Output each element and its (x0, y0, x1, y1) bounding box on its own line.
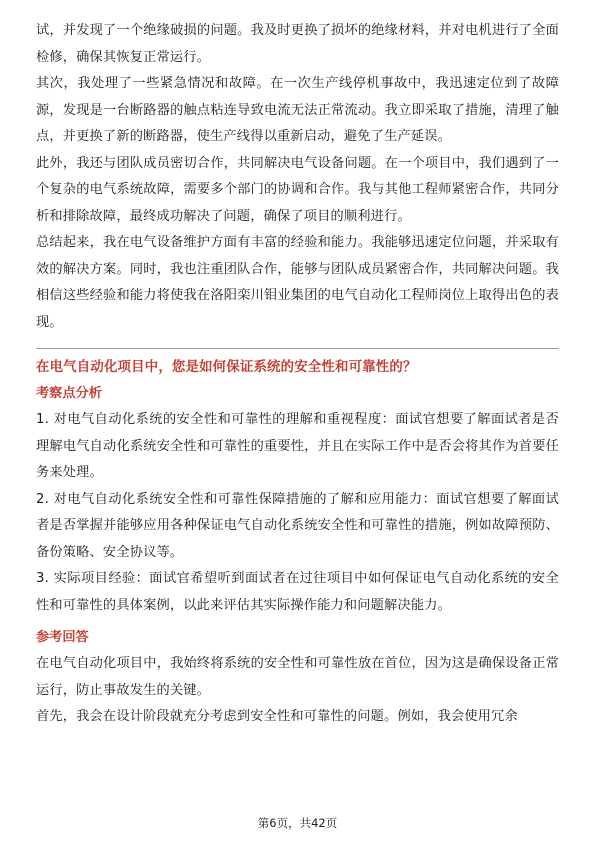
page-number: 第6页，共42页 (257, 816, 338, 830)
body-paragraph: 其次，我处理了一些紧急情况和故障。在一次生产线停机事故中，我迅速定位到了故障源，发现是一台断路器的触点粘连导致电流无法正常流动。我立即采取了措施，清理了触点，并更换了新的断路器，使生产线得以重新启动，避免了生产延误。 (36, 76, 559, 144)
answer-paragraph: 首先，我会在设计阶段就充分考虑到安全性和可靠性的问题。例如，我会使用冗余 (36, 709, 518, 724)
body-paragraph: 此外，我还与团队成员密切合作，共同解决电气设备问题。在一个项目中，我们遇到了一个复杂的电气系统故障，需要多个部门的协调和合作。我与其他工程师紧密合作，共同分析和排除故障，最终成功解决了问题，确保了项目的顺利进行。 (36, 155, 559, 224)
answer-paragraph: 在电气自动化项目中，我始终将系统的安全性和可靠性放在首位，因为这是确保设备正常运行，防止事故发生的关键。 (36, 656, 559, 698)
body-paragraph: 试，并发现了一个绝缘破损的问题。我及时更换了损坏的绝缘材料，并对电机进行了全面检修，确保其恢复正常运行。 (36, 23, 559, 65)
analysis-point: 1. 对电气自动化系统的安全性和可靠性的理解和重视程度：面试官想要了解面试者是否理解电气自动化系统安全性和可靠性的重要性，并且在实际工作中是否会将其作为首要任务来处理。 (36, 412, 559, 480)
page-content (36, 18, 559, 731)
analysis-heading: 考察点分析 (36, 386, 102, 401)
body-paragraph: 总结起来，我在电气设备维护方面有丰富的经验和能力。我能够迅速定位问题，并采取有效的解决方案。同时，我也注重团队合作，能够与团队成员紧密合作，共同解决问题。我相信这些经验和能力将使我在洛阳栾川钼业集团的电气自动化工程师岗位上取得出色的表现。 (36, 235, 559, 330)
section-divider (36, 348, 559, 349)
analysis-point: 2. 对电气自动化系统安全性和可靠性保障措施的了解和应用能力：面试官想要了解面试者是否掌握并能够应用各种保证电气自动化系统安全性和可靠性的措施，例如故障预防、备份策略、安全协议等。 (36, 491, 559, 560)
analysis-point: 3. 实际项目经验：面试官希望听到面试者在过往项目中如何保证电气自动化系统的安全性和可靠性的具体案例，以此来评估其实际操作能力和问题解决能力。 (36, 571, 559, 613)
answer-heading: 参考回答 (36, 630, 89, 645)
question-title: 在电气自动化项目中，您是如何保证系统的安全性和可靠性的？ (36, 360, 417, 375)
